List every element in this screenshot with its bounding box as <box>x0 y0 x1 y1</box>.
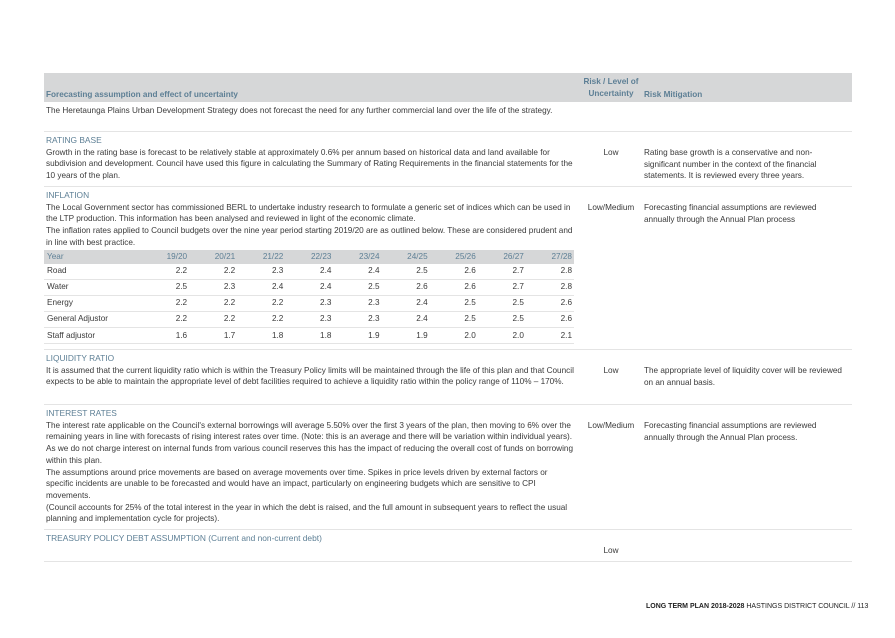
inflation-mitigation: Forecasting financial assumptions are reviewed annually through the Annual Plan process <box>644 203 817 224</box>
inflation-rate-cell: 1.7 <box>189 327 237 343</box>
inflation-rate-cell: 2.5 <box>333 279 381 295</box>
intro-row <box>44 102 852 132</box>
rating-base-content <box>46 135 576 182</box>
inflation-rate-cell: 2.6 <box>430 264 478 280</box>
inflation-rate-cell: 2.4 <box>285 279 333 295</box>
interest-text3: (Council accounts for 25% of the total interest in the year in which the debt is raised, and the full amount in subsequent years to reflect the usual planning and implementation cycle for projects). <box>46 502 568 524</box>
rating-base-row <box>44 132 852 187</box>
year-header: 22/23 <box>285 250 333 264</box>
inflation-table-row <box>44 264 574 280</box>
interest-risk: Low/Medium <box>587 421 635 430</box>
inflation-rate-cell: 2.6 <box>526 311 574 327</box>
inflation-rate-cell: 2.2 <box>141 264 189 280</box>
interest-text1: The interest rate applicable on the Council's external borrowings will average 5.50% over the first 3 years of the plan, then moving to 6% over the remaining years in line with forecasts of rising interest rates over time. (Note: this is an average and there will be variation within individual years). As we do not charge interest on internal funds from various council reserves this has the impact of reducing the overall cost of funds on borrowing within this plan. <box>46 420 574 465</box>
interest-row <box>44 405 852 530</box>
year-header: 26/27 <box>478 250 526 264</box>
inflation-rate-cell: 2.5 <box>478 311 526 327</box>
rating-base-risk: Low <box>603 148 619 157</box>
inflation-rate-cell: 2.3 <box>189 279 237 295</box>
inflation-rate-cell: 2.0 <box>478 327 526 343</box>
inflation-rate-cell: 2.3 <box>237 264 285 280</box>
inflation-rate-cell: 1.9 <box>382 327 430 343</box>
inflation-table-row <box>44 311 574 327</box>
index-name: General Adjustor <box>44 311 141 327</box>
inflation-rate-cell: 2.5 <box>430 311 478 327</box>
inflation-rate-cell: 2.3 <box>333 295 381 311</box>
rating-base-text: Growth in the rating base is forecast to be relatively stable at approximately 0.6% per annum based on historical data and land available for subdivision and development. Council have used this figure in calculating the Summary of Rating Requirements in the financial statements for the 10 years of the plan. <box>46 147 573 181</box>
inflation-text2: The inflation rates applied to Council budgets over the nine year period starting 2019/20 are as outlined below. These are considered prudent and in line with best practice. <box>46 226 573 247</box>
inflation-rate-cell: 2.4 <box>382 311 430 327</box>
interest-content <box>46 408 576 525</box>
treasury-row <box>44 530 852 562</box>
interest-title: INTEREST RATES <box>46 408 117 418</box>
inflation-rate-cell: 1.8 <box>237 327 285 343</box>
year-header: 25/26 <box>430 250 478 264</box>
footer-plan: LONG TERM PLAN 2018-2028 <box>646 603 745 610</box>
intro-text: The Heretaunga Plains Urban Development Strategy does not forecast the need for any further commercial land over the life of the strategy. <box>46 106 553 115</box>
header-risk <box>577 76 645 99</box>
inflation-rate-cell: 2.5 <box>141 279 189 295</box>
liquidity-content <box>46 353 576 388</box>
inflation-rate-cell: 2.2 <box>141 311 189 327</box>
year-header: 24/25 <box>382 250 430 264</box>
table-header <box>44 73 852 102</box>
inflation-rate-cell: 2.3 <box>285 311 333 327</box>
liquidity-risk: Low <box>603 366 619 375</box>
inflation-rate-cell: 2.8 <box>526 264 574 280</box>
index-name: Staff adjustor <box>44 327 141 343</box>
inflation-rate-cell: 1.6 <box>141 327 189 343</box>
inflation-table-header <box>44 250 574 264</box>
inflation-text1: The Local Government sector has commissioned BERL to undertake industry research to formulate a generic set of indices which can be used in the LTP production. This information has been analysed and reviewed in light of the economic climate. <box>46 202 571 224</box>
inflation-table-row <box>44 327 574 343</box>
inflation-rate-cell: 2.6 <box>430 279 478 295</box>
inflation-rate-cell: 2.2 <box>189 264 237 280</box>
year-header: 27/28 <box>526 250 574 264</box>
footer-council: HASTINGS DISTRICT COUNCIL // 113 <box>746 603 869 610</box>
inflation-rate-cell: 2.2 <box>237 295 285 311</box>
header-risk-line1: Risk / Level of <box>583 77 639 86</box>
year-header: 23/24 <box>333 250 381 264</box>
inflation-title: INFLATION <box>46 190 90 200</box>
header-risk-line2: Uncertainty <box>588 88 634 98</box>
inflation-table-row <box>44 295 574 311</box>
inflation-rate-cell: 2.2 <box>141 295 189 311</box>
inflation-rate-cell: 2.1 <box>526 327 574 343</box>
page-footer <box>646 603 868 610</box>
interest-mitigation: Forecasting financial assumptions are reviewed annually through the Annual Plan process. <box>644 421 817 442</box>
inflation-rate-cell: 2.7 <box>478 264 526 280</box>
index-name: Road <box>44 264 141 280</box>
year-header: 19/20 <box>141 250 189 264</box>
inflation-rate-cell: 2.2 <box>189 295 237 311</box>
inflation-rate-cell: 2.2 <box>189 311 237 327</box>
liquidity-title: LIQUIDITY RATIO <box>46 353 115 363</box>
liquidity-text: It is assumed that the current liquidity ratio which is within the Treasury Policy limits will be maintained through the life of this plan and that Council expects to be able to maintain the appropriate level of debt facilities required to achieve a liquidity ratio within the policy range of 110% – 170%. <box>46 365 574 387</box>
index-name: Water <box>44 279 141 295</box>
inflation-table <box>44 250 574 344</box>
inflation-rate-cell: 2.3 <box>285 295 333 311</box>
inflation-rate-cell: 2.6 <box>382 279 430 295</box>
header-assumption: Forecasting assumption and effect of uncertainty <box>46 90 238 99</box>
assumptions-table <box>44 73 852 562</box>
inflation-risk: Low/Medium <box>587 203 635 212</box>
liquidity-mitigation: The appropriate level of liquidity cover will be reviewed on an annual basis. <box>644 366 842 387</box>
inflation-rate-cell: 2.5 <box>478 295 526 311</box>
year-header: 20/21 <box>189 250 237 264</box>
year-header: 21/22 <box>237 250 285 264</box>
inflation-rate-cell: 1.9 <box>333 327 381 343</box>
inflation-rate-cell: 2.8 <box>526 279 574 295</box>
inflation-rate-cell: 2.3 <box>333 311 381 327</box>
inflation-rate-cell: 2.4 <box>285 264 333 280</box>
index-name: Energy <box>44 295 141 311</box>
inflation-rate-cell: 2.7 <box>478 279 526 295</box>
interest-text2: The assumptions around price movements are based on average movements over time. Spikes in price levels driven by external factors or specific incidents are unable to be forecasted and would have an impact, particularly on engineering budgets which are sensitive to CPI movements. <box>46 467 548 500</box>
header-mitigation: Risk Mitigation <box>644 90 703 99</box>
rating-base-title: RATING BASE <box>46 135 102 145</box>
inflation-rate-cell: 1.8 <box>285 327 333 343</box>
treasury-title: TREASURY POLICY DEBT ASSUMPTION (Current and non-current debt) <box>46 533 322 543</box>
inflation-rate-cell: 2.6 <box>526 295 574 311</box>
liquidity-row <box>44 350 852 405</box>
inflation-rate-cell: 2.2 <box>237 311 285 327</box>
inflation-table-row <box>44 279 574 295</box>
inflation-rate-cell: 2.5 <box>430 295 478 311</box>
rating-base-mitigation: Rating base growth is a conservative and non-significant number in the context of the financial statements. It is reviewed every three years. <box>644 148 817 181</box>
inflation-rate-cell: 2.0 <box>430 327 478 343</box>
treasury-risk: Low <box>603 546 619 555</box>
inflation-rate-cell: 2.4 <box>382 295 430 311</box>
inflation-rate-cell: 2.4 <box>237 279 285 295</box>
year-label: Year <box>44 250 141 264</box>
treasury-content <box>46 533 576 545</box>
inflation-rate-cell: 2.4 <box>333 264 381 280</box>
inflation-rate-cell: 2.5 <box>382 264 430 280</box>
inflation-row <box>44 187 852 350</box>
inflation-content <box>46 190 576 344</box>
